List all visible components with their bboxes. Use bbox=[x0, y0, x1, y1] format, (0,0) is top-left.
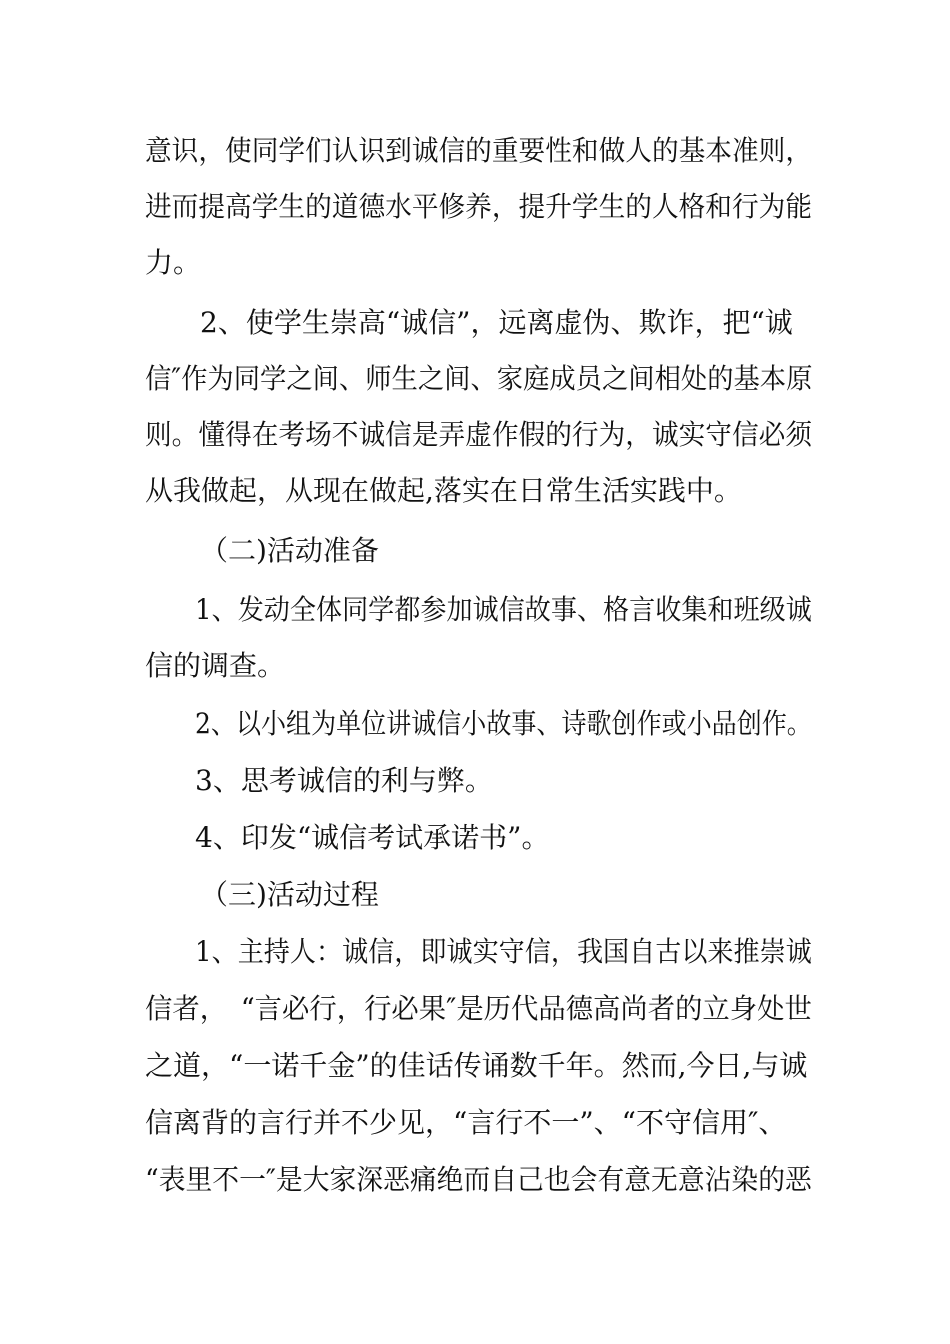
text-line: 信″作为同学之间、师生之间、家庭成员之间相处的基本原 bbox=[145, 362, 813, 395]
text-line: 1、发动全体同学都参加诚信故事、格言收集和班级诚 bbox=[195, 593, 812, 626]
text-line: 力。 bbox=[145, 246, 202, 279]
text-line: 之道，“一诺千金”的佳话传诵数千年。然而,今日,与诚 bbox=[145, 1049, 808, 1082]
text-line: 信的调查。 bbox=[145, 649, 286, 682]
text-line: 从我做起，从现在做起,落实在日常生活实践中。 bbox=[145, 474, 742, 507]
text-line: 4、印发“诚信考试承诺书”。 bbox=[195, 821, 550, 854]
text-line: 意识，使同学们认识到诚信的重要性和做人的基本准则， bbox=[145, 134, 813, 167]
text-line: 1、主持人：诚信，即诚实守信，我国自古以来推崇诚 bbox=[195, 935, 812, 968]
text-line: 2、以小组为单位讲诚信小故事、诗歌创作或小品创作。 bbox=[195, 707, 812, 740]
text-line: 2、使学生崇高“诚信”，远离虚伪、欺诈，把“诚 bbox=[200, 306, 793, 339]
text-line: 信离背的言行并不少见，“言行不一”、“不守信用″、 bbox=[145, 1106, 787, 1139]
text-line: 则。懂得在考场不诚信是弄虚作假的行为，诚实守信必须 bbox=[145, 418, 813, 451]
text-line: 3、思考诚信的利与弊。 bbox=[195, 764, 493, 797]
text-line: 进而提高学生的道德水平修养，提升学生的人格和行为能 bbox=[145, 190, 813, 223]
text-line: “表里不一″是大家深恶痛绝而自己也会有意无意沾染的恶 bbox=[145, 1163, 812, 1196]
section-heading: （二)活动准备 bbox=[200, 534, 379, 567]
text-line: 信者， “言必行，行必果″是历代品德高尚者的立身处世 bbox=[145, 992, 812, 1025]
section-heading: （三)活动过程 bbox=[200, 878, 379, 911]
